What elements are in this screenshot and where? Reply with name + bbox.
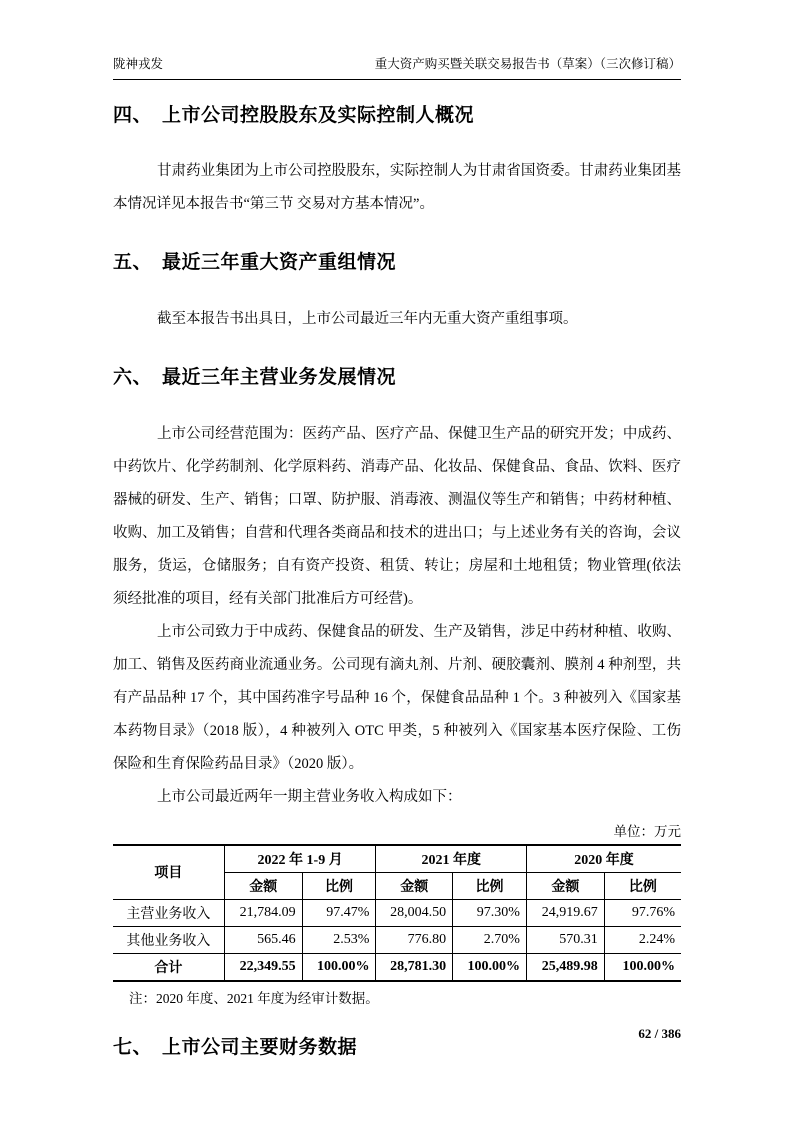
section-number: 六、 (113, 366, 153, 388)
table-unit-label: 单位：万元 (613, 823, 681, 839)
row-label: 其他业务收入 (113, 926, 224, 953)
column-header-period-2020: 2020 年度 (526, 845, 681, 873)
section-6-paragraph-2: 上市公司致力于中成药、保健食品的研发、生产及销售，涉足中药材种植、收购、加工、销售及医药商业流通业务。公司现有滴丸剂、片剂、硬胶囊剂、膜剂 4 种剂型，共有产品品种 17 个，其中国药准字号品种 16 个，保健食品品种 1 个。3 种被列入《国家基本药物目录》（2018 版），4 种被列入 OTC 甲类，5 种被列入《国家基本医疗保险、工伤保险和生育保险药品目录》（2020 版）。 (113, 623, 681, 772)
section-title: 最近三年重大资产重组情况 (162, 252, 397, 274)
cell-ratio: 100.00% (604, 953, 681, 981)
cell-amount: 565.46 (224, 926, 302, 953)
section-5-paragraph: 截至本报告书出具日，上市公司最近三年内无重大资产重组事项。 (157, 310, 578, 327)
table-row-other-revenue (113, 926, 681, 953)
section-6-paragraph-1: 上市公司经营范围为：医药产品、医疗产品、保健卫生产品的研究开发；中成药、中药饮片、化学药制剂、化学原料药、消毒产品、化妆品、保健食品、食品、饮料、医疗器械的研发、生产、销售；口罩、防护服、消毒液、测温仪等生产和销售；中药材种植、收购、加工及销售；自营和代理各类商品和技术的进出口；与上述业务有关的咨询，会议服务，货运，仓储服务；自有资产投资、租赁、转让；房屋和土地租赁；物业管理(依法须经批准的项目，经有关部门批准后方可经营)。 (113, 425, 681, 607)
section-number: 五、 (113, 252, 153, 274)
section-heading-6 (113, 366, 681, 391)
column-header-ratio: 比例 (453, 872, 527, 899)
column-header-amount: 金额 (526, 872, 604, 899)
section-title: 上市公司主要财务数据 (162, 1036, 358, 1058)
cell-ratio: 100.00% (453, 953, 527, 981)
cell-amount: 28,004.50 (376, 899, 453, 926)
section-4-paragraph: 甘肃药业集团为上市公司控股股东，实际控制人为甘肃省国资委。甘肃药业集团基本情况详见本报告书“第三节 交易对方基本情况”。 (113, 163, 681, 213)
column-header-amount: 金额 (224, 872, 302, 899)
section-number: 七、 (113, 1036, 153, 1058)
section-heading-5 (113, 251, 681, 276)
section-title: 最近三年主营业务发展情况 (162, 366, 397, 388)
cell-ratio: 2.24% (604, 926, 681, 953)
section-number: 四、 (113, 104, 153, 126)
column-header-period-2022: 2022 年 1-9 月 (224, 845, 376, 873)
row-label: 主营业务收入 (113, 899, 224, 926)
header-report-title: 重大资产购买暨关联交易报告书（草案）（三次修订稿） (374, 57, 681, 71)
cell-ratio: 97.30% (453, 899, 527, 926)
row-label: 合计 (113, 953, 224, 981)
page-number: 62 / 386 (638, 1026, 681, 1041)
cell-amount: 776.80 (376, 926, 453, 953)
section-heading-7 (113, 1036, 681, 1061)
column-header-period-2021: 2021 年度 (376, 845, 527, 873)
column-header-ratio: 比例 (604, 872, 681, 899)
cell-ratio: 100.00% (302, 953, 376, 981)
column-header-amount: 金额 (376, 872, 453, 899)
cell-amount: 28,781.30 (376, 953, 453, 981)
table-row-main-revenue (113, 899, 681, 926)
cell-ratio: 97.76% (604, 899, 681, 926)
table-header-row-periods (113, 845, 681, 873)
table-row-total (113, 953, 681, 981)
header-company-name: 陇神戎发 (113, 57, 164, 71)
cell-ratio: 2.70% (453, 926, 527, 953)
cell-amount: 25,489.98 (526, 953, 604, 981)
cell-amount: 22,349.55 (224, 953, 302, 981)
page-header (113, 56, 681, 80)
revenue-composition-table (113, 844, 681, 982)
section-heading-4 (113, 104, 681, 129)
column-header-item: 项目 (113, 845, 224, 900)
cell-ratio: 2.53% (302, 926, 376, 953)
section-title: 上市公司控股股东及实际控制人概况 (162, 104, 475, 126)
column-header-ratio: 比例 (302, 872, 376, 899)
cell-amount: 570.31 (526, 926, 604, 953)
cell-amount: 24,919.67 (526, 899, 604, 926)
table-note: 注：2020 年度、2021 年度为经审计数据。 (129, 990, 379, 1006)
cell-ratio: 97.47% (302, 899, 376, 926)
section-6-paragraph-3: 上市公司最近两年一期主营业务收入构成如下： (157, 788, 462, 805)
cell-amount: 21,784.09 (224, 899, 302, 926)
